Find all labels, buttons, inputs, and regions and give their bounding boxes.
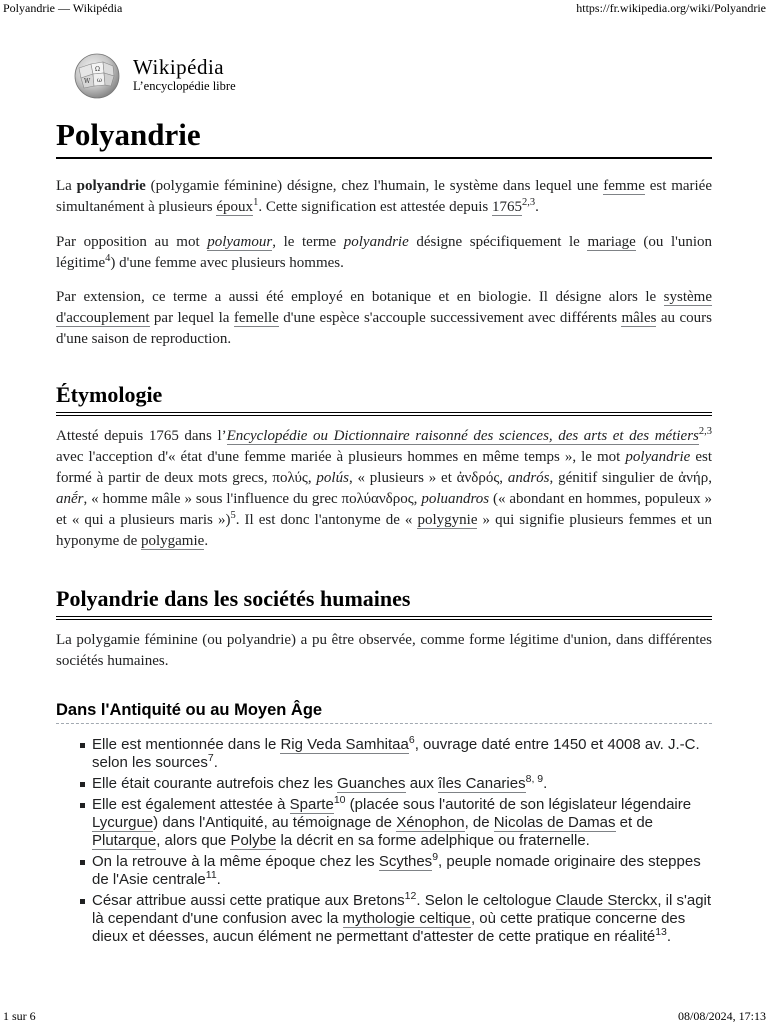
link-polygynie[interactable]: polygynie: [417, 512, 478, 528]
italic-term: andrós: [507, 470, 550, 486]
link-sparte[interactable]: Sparte: [289, 796, 334, 813]
section-heading-societes: Polyandrie dans les sociétés humaines: [56, 585, 712, 620]
text: .: [543, 775, 548, 792]
text: , il s'agit là cependant d'une confusion avec la: [92, 892, 712, 927]
link-claude-sterckx[interactable]: Claude Sterckx: [555, 892, 658, 909]
subsection-heading-antiquite: Dans l'Antiquité ou au Moyen Âge: [56, 700, 712, 724]
ref-13[interactable]: 13: [655, 926, 667, 938]
svg-text:ω: ω: [97, 77, 102, 84]
link-scythes[interactable]: Scythes: [378, 853, 433, 870]
text: avec l'acception d'« état d'une femme mariée à plusieurs hommes en même temps », le mot: [56, 449, 626, 465]
section-heading-etymologie: Étymologie: [56, 381, 712, 416]
ref-11[interactable]: 11: [205, 869, 217, 881]
list-item: [92, 775, 712, 793]
print-url: https://fr.wikipedia.org/wiki/Polyandrie: [576, 1, 766, 15]
list-item: [92, 796, 712, 850]
svg-text:W: W: [84, 78, 91, 85]
ref-5[interactable]: 5: [230, 510, 236, 521]
ref-6[interactable]: 6: [408, 734, 415, 746]
italic-term: polyandrie: [625, 449, 691, 465]
ref-8-9[interactable]: 8, 9: [525, 773, 544, 785]
article-content: [56, 110, 712, 949]
text: .: [213, 754, 218, 771]
intro-paragraph-1: [56, 176, 712, 218]
antiquity-list: [56, 736, 712, 946]
ref-12[interactable]: 12: [404, 890, 417, 902]
link-epoux[interactable]: époux: [216, 199, 254, 215]
text: , « homme mâle » sous l'influence du grec πολύανδρος,: [83, 491, 422, 507]
text: .: [204, 533, 209, 549]
link-xenophon[interactable]: Xénophon: [396, 814, 465, 831]
text: est formé à partir de deux mots grecs, πολύς,: [56, 449, 712, 486]
text: d'une espèce s'accouple successivement avec différents: [278, 310, 622, 326]
page-title: Polyandrie: [56, 110, 712, 159]
ref-9[interactable]: 9: [432, 851, 439, 863]
text: . Cette signification est attestée depuis: [258, 199, 492, 215]
text: La: [56, 178, 77, 194]
text: (ou l'union légitime: [56, 234, 712, 271]
svg-text:Ω: Ω: [95, 66, 100, 73]
link-femelle[interactable]: femelle: [233, 310, 279, 326]
link-systeme-accouplement[interactable]: système d'accouplement: [56, 289, 712, 326]
wikipedia-logo[interactable]: [73, 52, 273, 102]
text: , « plusieurs » et ἀνδρός,: [348, 470, 508, 486]
intro-paragraph-2: [56, 232, 712, 274]
link-lycurgue[interactable]: Lycurgue: [92, 814, 154, 831]
bold-term: polyandrie: [76, 178, 146, 194]
link-femme[interactable]: femme: [603, 178, 645, 194]
print-datetime: 08/08/2024, 17:13: [677, 1009, 766, 1023]
text: (polygamie féminine) désigne, chez l'humain, le système dans lequel une: [145, 178, 604, 194]
text: Elle était courante autrefois chez les: [92, 775, 338, 792]
ref-1[interactable]: 1: [253, 197, 259, 208]
print-page-number: 1 sur 6: [3, 1009, 36, 1023]
italic-title: Encyclopédie ou Dictionnaire raisonné des sciences, des arts et des métiers: [226, 428, 699, 444]
list-item: [92, 892, 712, 946]
text: » qui signifie plusieurs femmes et un hyponyme de: [56, 512, 712, 549]
text: .: [666, 928, 672, 945]
text: ) d'une femme avec plusieurs hommes.: [110, 255, 344, 271]
list-item: [92, 736, 712, 772]
text: désigne spécifiquement le: [408, 234, 588, 250]
text: et de: [615, 814, 654, 831]
print-header: [0, 1, 768, 15]
link-1765[interactable]: 1765: [492, 199, 522, 215]
text: par lequel la: [149, 310, 234, 326]
text: , alors que: [156, 832, 231, 849]
link-plutarque[interactable]: Plutarque: [92, 832, 157, 849]
link-polyamour[interactable]: [207, 234, 272, 251]
text: , de: [464, 814, 494, 831]
ref-7[interactable]: 7: [207, 752, 214, 764]
text: , le terme: [272, 234, 344, 250]
text: , peuple nomade originaire des steppes de l'Asie centrale: [92, 853, 701, 888]
italic-term: polús: [316, 470, 349, 486]
text: , où cette pratique concerne des dieux et déesses, aucun élément ne permettant d'attester de cette pratique en réalité: [92, 910, 686, 945]
text: est mariée simultanément à plusieurs: [56, 178, 713, 215]
text: . Selon le celtologue: [416, 892, 556, 909]
text: , ouvrage daté entre 1450 et 4008 av. J.-C. selon les sources: [92, 736, 700, 771]
italic-term: polyandrie: [343, 234, 409, 250]
ref-4[interactable]: 4: [105, 253, 111, 264]
ref-2-3[interactable]: 2,3: [522, 197, 536, 208]
text: aux: [405, 775, 439, 792]
text: .: [216, 871, 221, 888]
italic-term: polyamour: [207, 234, 273, 250]
link-mythologie-celtique[interactable]: mythologie celtique: [342, 910, 471, 927]
text: la décrit en sa forme adelphique ou fraternelle.: [276, 832, 590, 849]
list-item: [92, 853, 712, 889]
societies-paragraph: La polygamie féminine (ou polyandrie) a pu être observée, comme forme légitime d'union, dans différentes sociétés humaines.: [56, 632, 712, 669]
print-footer: [0, 1009, 768, 1023]
link-males[interactable]: mâles: [621, 310, 657, 326]
text: ) dans l'Antiquité, au témoignage de: [153, 814, 397, 831]
text: (« abondant en hommes, populeux » et « qui a plusieurs maris »): [56, 491, 712, 528]
text: Par extension, ce terme a aussi été employé en botanique et en biologie. Il désigne alors le: [56, 289, 664, 305]
text: Elle est également attestée à: [92, 796, 290, 813]
wikipedia-wordmark: Wikipédia: [133, 55, 225, 79]
text: , génitif singulier de ἀνήρ,: [549, 470, 712, 486]
link-guanches[interactable]: Guanches: [337, 775, 406, 792]
ref-2-3[interactable]: 2,3: [698, 426, 712, 437]
link-polygamie[interactable]: polygamie: [140, 533, 205, 549]
text: au cours d'une saison de reproduction.: [56, 310, 712, 347]
wikipedia-globe-icon: [73, 52, 121, 100]
text: César attribue aussi cette pratique aux Bretons: [92, 892, 405, 909]
ref-10[interactable]: 10: [333, 794, 346, 806]
text: On la retrouve à la même époque chez les: [92, 853, 379, 870]
wikipedia-tagline: L’encyclopédie libre: [133, 79, 236, 93]
link-mariage[interactable]: mariage: [587, 234, 636, 250]
text: . Il est donc l'antonyme de «: [235, 512, 418, 528]
text: Elle est mentionnée dans le: [92, 736, 281, 753]
link-rig-veda[interactable]: Rig Veda Samhitaa: [280, 736, 409, 753]
etymology-paragraph: [56, 426, 712, 552]
link-polybe[interactable]: Polybe: [230, 832, 277, 849]
italic-term: poluandros: [421, 491, 490, 507]
text: .: [535, 199, 539, 215]
text: Attesté depuis 1765 dans l’: [56, 428, 227, 444]
link-iles-canaries[interactable]: îles Canaries: [438, 775, 526, 792]
print-page-title: Polyandrie — Wikipédia: [3, 1, 123, 15]
link-nicolas-de-damas[interactable]: Nicolas de Damas: [493, 814, 616, 831]
link-encyclopedie[interactable]: [227, 428, 699, 445]
text: (placée sous l'autorité de son législateur légendaire: [345, 796, 692, 813]
intro-paragraph-3: [56, 287, 712, 350]
text: Par opposition au mot: [56, 234, 208, 250]
italic-term: anḗr: [56, 491, 84, 507]
